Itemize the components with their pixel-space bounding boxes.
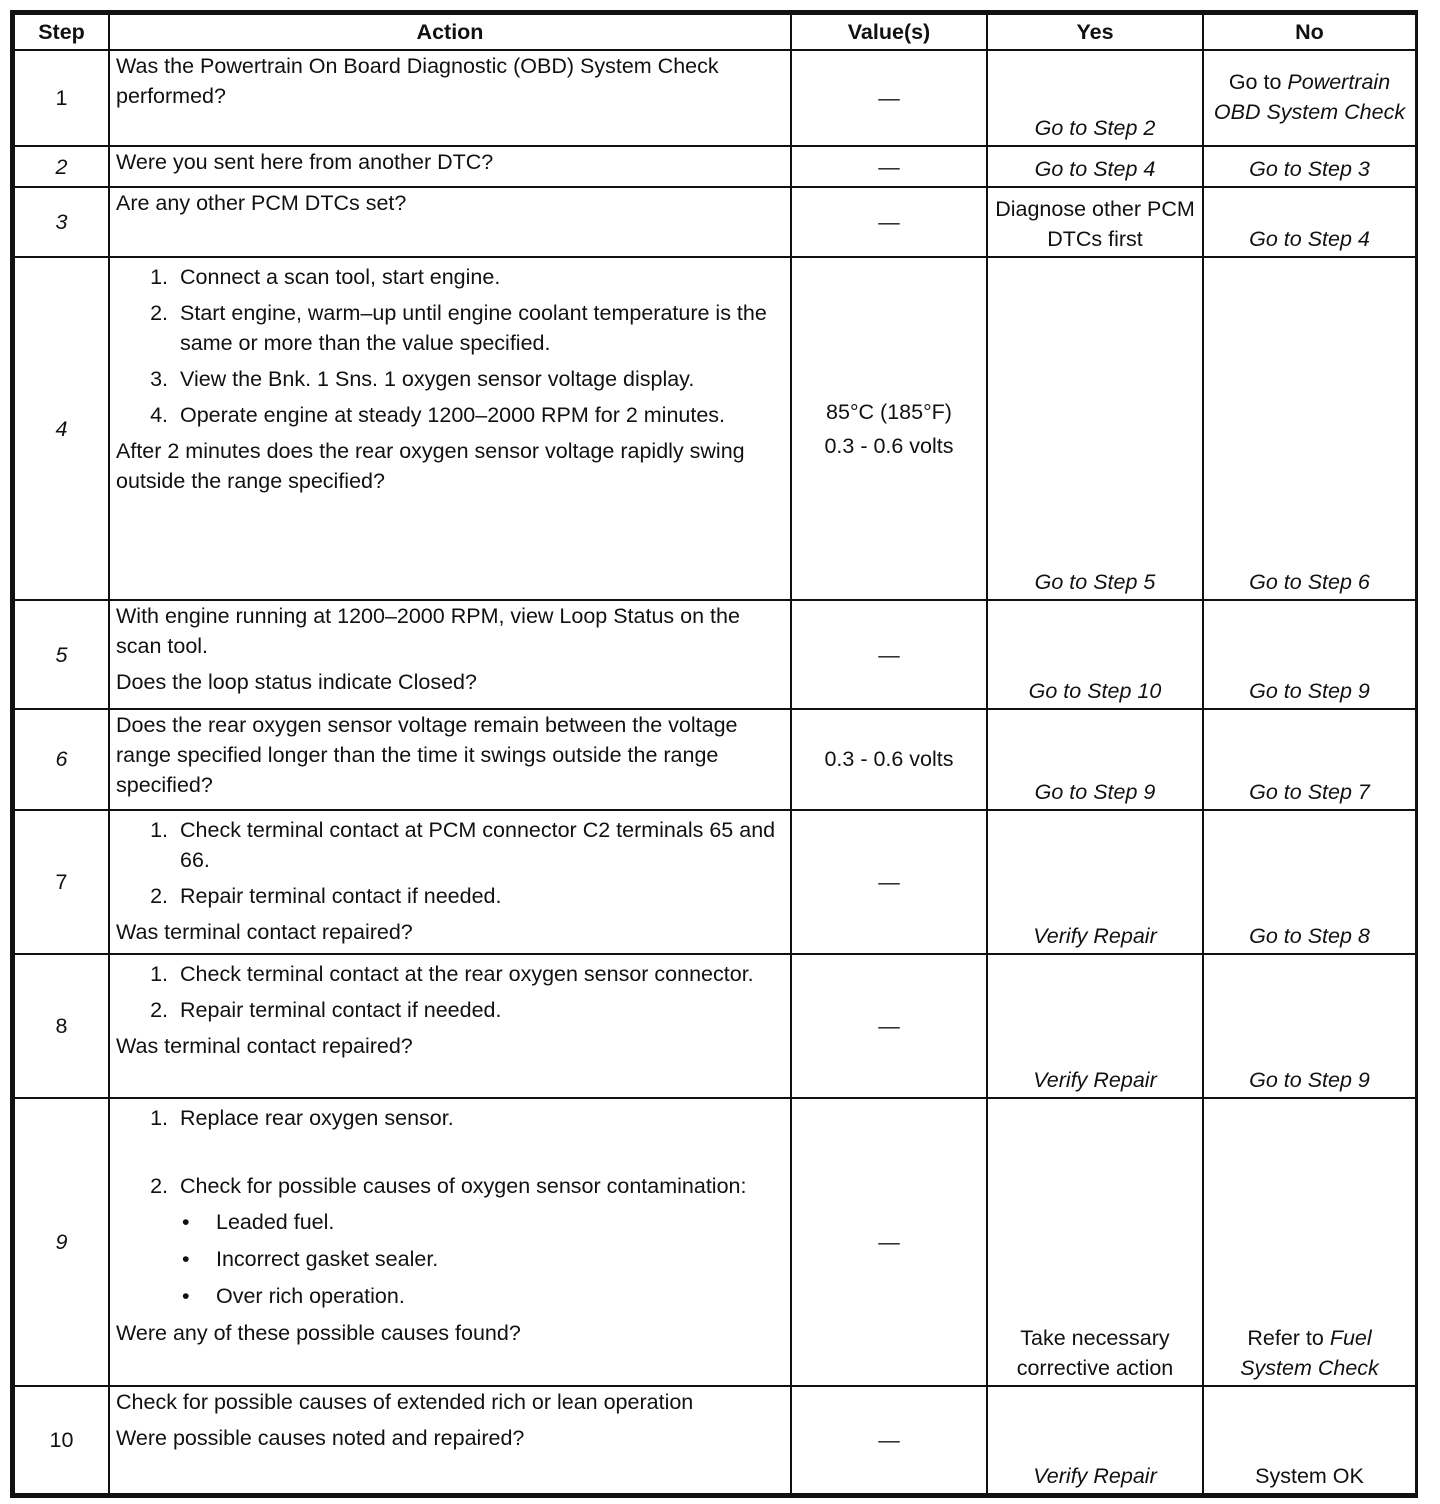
item-text: Repair terminal contact if needed. xyxy=(180,997,502,1022)
action-cell xyxy=(109,1386,791,1494)
action-text: With engine running at 1200–2000 RPM, view Loop Status on the scan tool. xyxy=(116,604,740,659)
table-row xyxy=(14,1386,1416,1494)
item-number: 2. xyxy=(150,301,168,326)
list-item xyxy=(116,995,784,1025)
header-step: Step xyxy=(14,14,109,50)
value-cell: — xyxy=(791,1098,987,1386)
item-text: Check terminal contact at PCM connector C2 terminals 65 and 66. xyxy=(180,817,776,872)
item-text: Connect a scan tool, start engine. xyxy=(180,265,501,290)
item-text: Operate engine at steady 1200–2000 RPM for 2 minutes. xyxy=(180,403,726,428)
no-reference: Fuel System Check xyxy=(1240,1325,1379,1380)
action-cell xyxy=(109,187,791,257)
no-cell: Go to Step 8 xyxy=(1203,810,1416,954)
bullet-icon: • xyxy=(182,1284,190,1309)
step-list xyxy=(116,959,784,1025)
action-cell xyxy=(109,50,791,146)
table-row xyxy=(14,1098,1416,1386)
yes-cell: Go to Step 5 xyxy=(987,257,1203,600)
bullet-text: Over rich operation. xyxy=(216,1284,405,1309)
step-number: 5 xyxy=(14,600,109,709)
yes-cell: Take necessary corrective action xyxy=(987,1098,1203,1386)
bullet-text: Leaded fuel. xyxy=(216,1210,335,1235)
yes-cell: Verify Repair xyxy=(987,810,1203,954)
question-text: Were any of these possible causes found? xyxy=(116,1321,521,1346)
value-cell: — xyxy=(791,187,987,257)
value-cell: — xyxy=(791,810,987,954)
item-text: Check terminal contact at the rear oxygen sensor connector. xyxy=(180,961,754,986)
value-cell: 0.3 - 0.6 volts xyxy=(791,709,987,809)
bullet-icon: • xyxy=(182,1247,190,1272)
action-cell xyxy=(109,600,791,709)
action-cell xyxy=(109,810,791,954)
list-item xyxy=(116,815,784,875)
header-yes: Yes xyxy=(987,14,1203,50)
list-item xyxy=(116,364,784,394)
no-cell: Go to Step 9 xyxy=(1203,954,1416,1098)
no-prefix: Go to xyxy=(1228,70,1288,95)
no-cell: Go to Step 7 xyxy=(1203,709,1416,809)
question-text: Were possible causes noted and repaired? xyxy=(116,1425,525,1450)
step-number: 9 xyxy=(14,1098,109,1386)
list-item xyxy=(182,1281,784,1311)
yes-cell: Go to Step 9 xyxy=(987,709,1203,809)
value-cell: — xyxy=(791,600,987,709)
list-item xyxy=(182,1207,784,1237)
no-cell: System OK xyxy=(1203,1386,1416,1494)
value-cell: — xyxy=(791,954,987,1098)
step-number: 6 xyxy=(14,709,109,809)
list-item xyxy=(182,1244,784,1274)
item-number: 1. xyxy=(150,961,168,986)
no-cell: Go to Step 4 xyxy=(1203,187,1416,257)
bullet-icon: • xyxy=(182,1210,190,1235)
item-number: 3. xyxy=(150,367,168,392)
step-number: 3 xyxy=(14,187,109,257)
header-no: No xyxy=(1203,14,1416,50)
step-list xyxy=(116,1103,784,1201)
step-number: 2 xyxy=(14,146,109,187)
value-cell: — xyxy=(791,1386,987,1494)
item-number: 4. xyxy=(150,403,168,428)
table-row xyxy=(14,50,1416,146)
item-text: View the Bnk. 1 Sns. 1 oxygen sensor voltage display. xyxy=(180,367,695,392)
yes-cell: Verify Repair xyxy=(987,1386,1203,1494)
step-list xyxy=(116,262,784,430)
list-item xyxy=(116,262,784,292)
question-text: Was terminal contact repaired? xyxy=(116,919,413,944)
table-row xyxy=(14,257,1416,600)
question-text: After 2 minutes does the rear oxygen sensor voltage rapidly swing outside the range specified? xyxy=(116,439,745,494)
item-text: Start engine, warm–up until engine coolant temperature is the same or more than the value specified. xyxy=(180,301,767,356)
item-text: Check for possible causes of oxygen sensor contamination: xyxy=(180,1174,747,1199)
list-item xyxy=(116,1103,784,1133)
list-item xyxy=(116,881,784,911)
item-number: 2. xyxy=(150,997,168,1022)
no-cell: Go to Step 6 xyxy=(1203,257,1416,600)
cause-list xyxy=(116,1207,784,1311)
yes-cell: Go to Step 4 xyxy=(987,146,1203,187)
header-values: Value(s) xyxy=(791,14,987,50)
item-number: 2. xyxy=(150,883,168,908)
diagnostic-table-frame xyxy=(10,10,1418,1498)
list-item xyxy=(116,298,784,358)
no-reference: Powertrain OBD System Check xyxy=(1213,70,1406,125)
voltage-value: 0.3 - 0.6 volts xyxy=(824,433,954,458)
action-cell xyxy=(109,954,791,1098)
step-number: 7 xyxy=(14,810,109,954)
item-number: 1. xyxy=(150,817,168,842)
table-row xyxy=(14,709,1416,809)
header-row xyxy=(14,14,1416,50)
bullet-text: Incorrect gasket sealer. xyxy=(216,1247,439,1272)
item-text: Replace rear oxygen sensor. xyxy=(180,1106,454,1131)
yes-cell: Verify Repair xyxy=(987,954,1203,1098)
yes-cell: Diagnose other PCM DTCs first xyxy=(987,187,1203,257)
table-row xyxy=(14,187,1416,257)
item-number: 1. xyxy=(150,265,168,290)
no-cell: Go to Step 9 xyxy=(1203,600,1416,709)
action-text: Are any other PCM DTCs set? xyxy=(116,191,407,216)
item-text: Repair terminal contact if needed. xyxy=(180,883,502,908)
step-number: 10 xyxy=(14,1386,109,1494)
list-item xyxy=(116,1171,784,1201)
table-row xyxy=(14,954,1416,1098)
table-row xyxy=(14,146,1416,187)
action-text: Check for possible causes of extended rich or lean operation xyxy=(116,1389,694,1414)
value-cell: — xyxy=(791,146,987,187)
yes-cell: Go to Step 2 xyxy=(987,50,1203,146)
no-cell: Go to Step 3 xyxy=(1203,146,1416,187)
action-text: Does the rear oxygen sensor voltage remain between the voltage range specified longer than the time it swings outside the range specified? xyxy=(116,713,738,798)
item-number: 1. xyxy=(150,1106,168,1131)
action-cell xyxy=(109,1098,791,1386)
action-cell xyxy=(109,257,791,600)
header-action: Action xyxy=(109,14,791,50)
step-number: 8 xyxy=(14,954,109,1098)
step-number: 4 xyxy=(14,257,109,600)
table-row xyxy=(14,600,1416,709)
question-text: Was terminal contact repaired? xyxy=(116,1033,413,1058)
step-number: 1 xyxy=(14,50,109,146)
action-text: Was the Powertrain On Board Diagnostic (OBD) System Check performed? xyxy=(116,54,719,108)
table-row xyxy=(14,810,1416,954)
action-cell xyxy=(109,709,791,809)
yes-cell: Go to Step 10 xyxy=(987,600,1203,709)
action-text: Were you sent here from another DTC? xyxy=(116,150,494,175)
question-text: Does the loop status indicate Closed? xyxy=(116,670,477,695)
temperature-value: 85°C (185°F) xyxy=(826,399,952,424)
no-cell xyxy=(1203,50,1416,146)
no-cell xyxy=(1203,1098,1416,1386)
list-item xyxy=(116,400,784,430)
value-cell xyxy=(791,257,987,600)
diagnostic-table xyxy=(13,13,1417,1495)
value-cell: — xyxy=(791,50,987,146)
item-number: 2. xyxy=(150,1174,168,1199)
no-prefix: Refer to xyxy=(1247,1325,1330,1350)
step-list xyxy=(116,815,784,911)
list-item xyxy=(116,959,784,989)
action-cell xyxy=(109,146,791,187)
